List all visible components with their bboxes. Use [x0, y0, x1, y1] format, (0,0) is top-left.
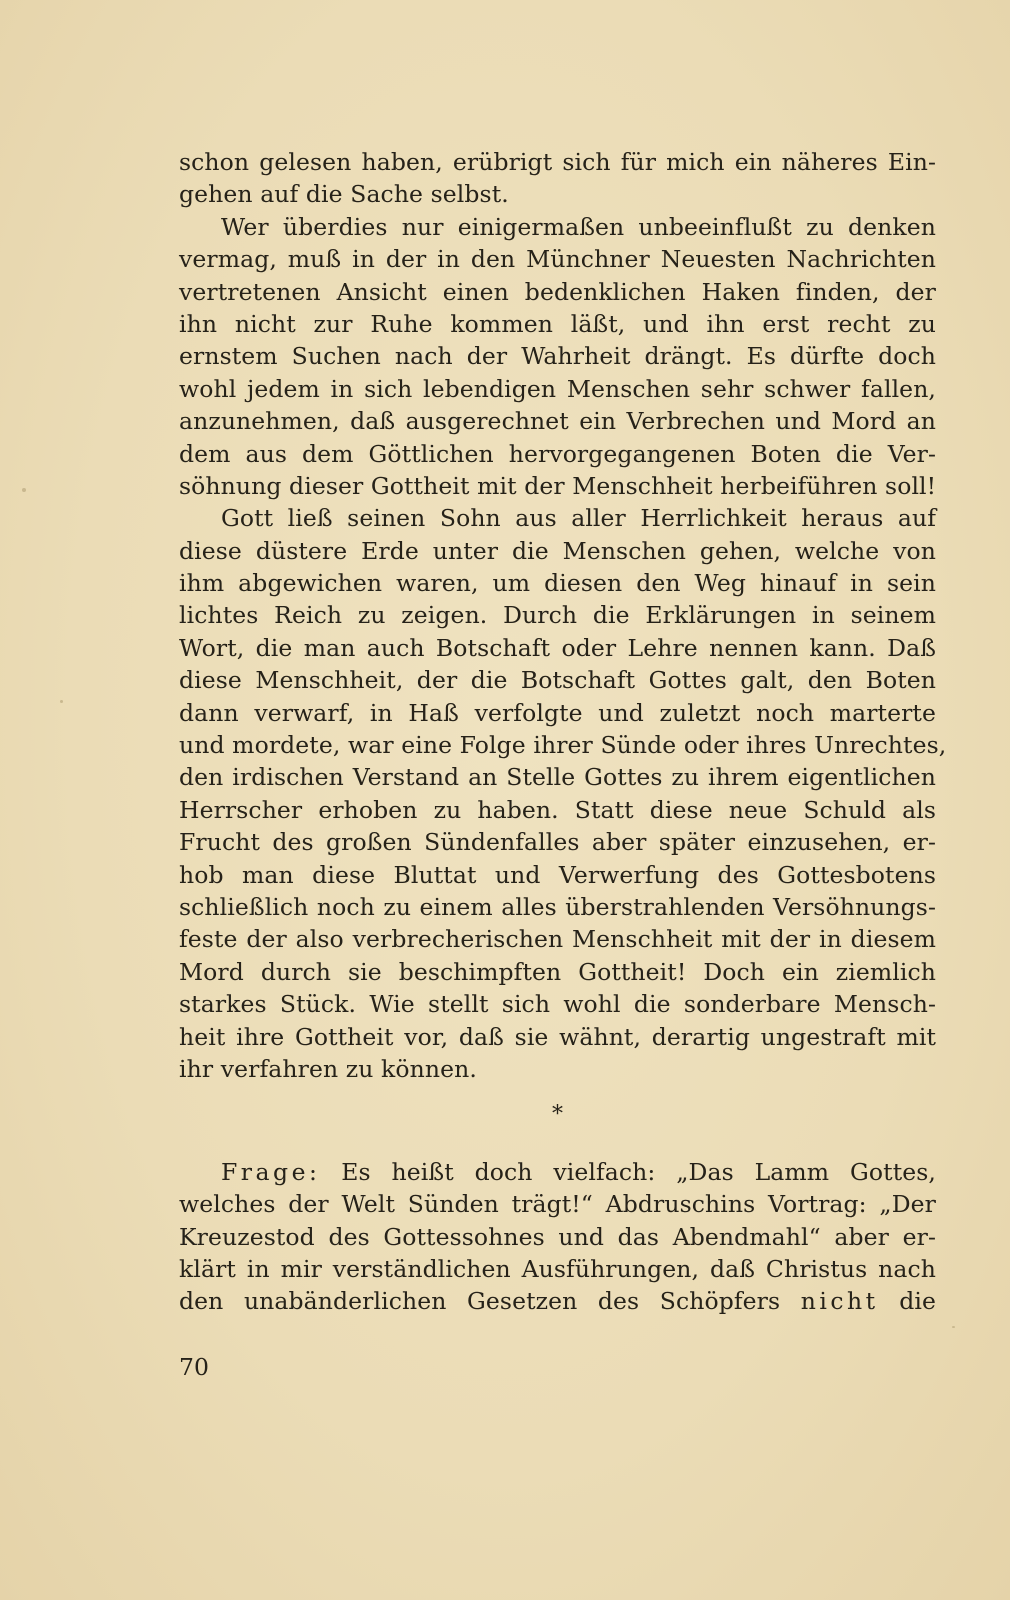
text-line: hob man diese Bluttat und Verwerfung des Gottesbotens — [179, 860, 936, 889]
text-line: schließlich noch zu einem alles überstrahlenden Versöhnungs- — [179, 892, 936, 921]
text-line: starkes Stück. Wie stellt sich wohl die sonderbare Mensch- — [179, 990, 936, 1019]
text-line: diese düstere Erde unter die Menschen gehen, welche von — [179, 536, 936, 565]
text-line: dann verwarf, in Haß verfolgte und zuletzt noch marterte — [179, 698, 936, 727]
text-line: vermag, muß in der in den Münchner Neuesten Nachrichten — [179, 245, 936, 274]
question-paragraph — [179, 1156, 936, 1318]
paper-speck — [952, 1326, 955, 1328]
emphasized-word: nicht — [800, 1287, 879, 1316]
text-line: feste der also verbrecherischen Menschheit mit der in diesem — [179, 925, 936, 954]
section-separator: * — [551, 1102, 564, 1128]
paper-speck — [22, 488, 26, 492]
text-line: den irdischen Verstand an Stelle Gottes zu ihrem eigentlichen — [179, 763, 936, 792]
text-line: ihr verfahren zu können. — [179, 1054, 477, 1083]
text-line — [179, 1285, 936, 1317]
text-line: Kreuzestod des Gottessohnes und das Abendmahl“ aber er- — [179, 1222, 936, 1251]
paper-speck — [60, 700, 63, 703]
text-line: Mord durch sie beschimpften Gottheit! Doch ein ziemlich — [179, 957, 936, 986]
text-line — [179, 1156, 936, 1188]
text-line: ihn nicht zur Ruhe kommen läßt, und ihn erst recht zu — [179, 309, 936, 338]
text-line: Wort, die man auch Botschaft oder Lehre nennen kann. Daß — [179, 633, 936, 662]
text-line: und mordete, war eine Folge ihrer Sünde oder ihres Unrechtes, — [179, 731, 947, 760]
text-line: heit ihre Gottheit vor, daß sie wähnt, derartig ungestraft mit — [179, 1022, 936, 1051]
text-line: welches der Welt Sünden trägt!“ Abdruschins Vortrag: „Der — [179, 1190, 936, 1219]
text-line: dem aus dem Göttlichen hervorgegangenen Boten die Ver- — [179, 439, 936, 468]
text-line: Wer überdies nur einigermaßen unbeeinflußt zu denken — [221, 212, 936, 241]
page-number: 70 — [179, 1353, 209, 1381]
text-line: Frucht des großen Sündenfalles aber später einzusehen, er- — [179, 828, 936, 857]
text-line: Gott ließ seinen Sohn aus aller Herrlichkeit heraus auf — [221, 504, 936, 533]
text-line: gehen auf die Sache selbst. — [179, 180, 509, 209]
text-line: anzunehmen, daß ausgerechnet ein Verbrechen und Mord an — [179, 407, 936, 436]
paragraph — [179, 211, 936, 503]
paragraph — [179, 502, 947, 1085]
question-text: Es heißt doch vielfach: „Das Lamm Gottes, — [341, 1157, 936, 1186]
text-line: ernstem Suchen nach der Wahrheit drängt. Es dürfte doch — [179, 342, 936, 371]
text-line: klärt in mir verständlichen Ausführungen, daß Christus nach — [179, 1254, 936, 1283]
text-line: lichtes Reich zu zeigen. Durch die Erklärungen in seinem — [179, 601, 936, 630]
body-text — [179, 146, 947, 1318]
text-line: söhnung dieser Gottheit mit der Menschheit herbeiführen soll! — [179, 471, 937, 500]
text-fragment: den unabänderlichen Gesetzen des Schöpfers — [179, 1287, 781, 1316]
question-label: Frage: — [221, 1157, 321, 1186]
text-line: ihm abgewichen waren, um diesen den Weg hinauf in sein — [179, 569, 936, 598]
paragraph — [179, 146, 936, 211]
text-line: diese Menschheit, der die Botschaft Gottes galt, den Boten — [179, 666, 936, 695]
text-line: schon gelesen haben, erübrigt sich für mich ein näheres Ein- — [179, 148, 936, 176]
text-line: wohl jedem in sich lebendigen Menschen sehr schwer fallen, — [179, 374, 936, 403]
text-line: Herrscher erhoben zu haben. Statt diese neue Schuld als — [179, 795, 936, 824]
text-line: vertretenen Ansicht einen bedenklichen Haken finden, der — [179, 277, 936, 306]
text-fragment: die — [899, 1287, 936, 1316]
